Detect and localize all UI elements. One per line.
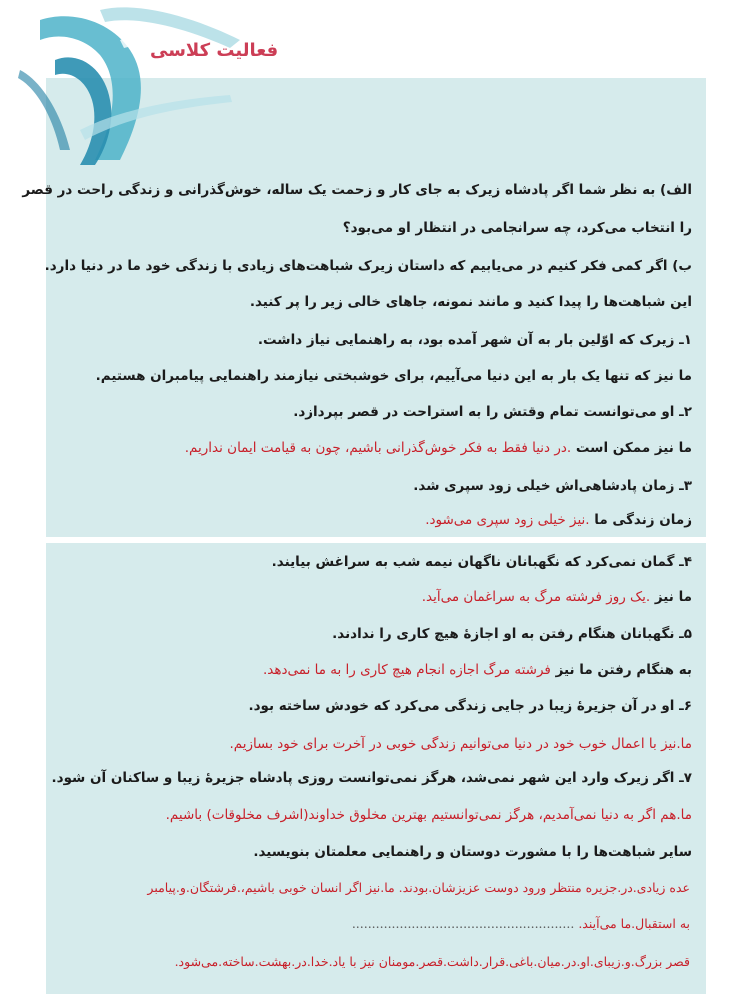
item2-question: ۲ـ او می‌توانست تمام وقتش را به استراحت در قصر بپردازد. xyxy=(293,404,692,420)
item6-answer: ما.نیز با اعمال خوب خود در دنیا می‌توانیم زندگی خوبی در آخرت برای خود بسازیم. xyxy=(229,736,692,752)
item5-answer-line xyxy=(263,660,692,680)
dotted-fill: ........................................................ xyxy=(351,916,575,931)
item3-answer: .نیز خیلی زود سپری می‌شود. xyxy=(425,512,590,528)
item2-prefix: ما نیز ممکن است xyxy=(575,440,692,456)
item4-prefix: ما نیز xyxy=(654,589,692,605)
handwritten-answer-line1: عده زیادی.در.جزیره منتظر ورود دوست عزیزشان.بودند. ما.نیز اگر انسان خوبی باشیم،.فرشتگان.و.پیامبر xyxy=(147,880,690,895)
item7-question: ۷ـ اگر زیرک وارد این شهر نمی‌شد، هرگز نمی‌توانست روزی پادشاه جزیرهٔ زیبا و ساکنان آن شود. xyxy=(51,770,692,786)
item2-answer-line xyxy=(185,438,692,458)
item3-answer-line xyxy=(425,510,692,530)
page-title: فعالیت کلاسی xyxy=(150,40,279,61)
item4-answer-line xyxy=(422,587,692,607)
question-a-line2: را انتخاب می‌کرد، چه سرانجامی در انتظار او می‌بود؟ xyxy=(342,220,692,236)
item4-answer: .یک روز فرشته مرگ به سراغمان می‌آید. xyxy=(421,589,651,605)
item7-answer: ما.هم اگر به دنیا نمی‌آمدیم، هرگز نمی‌توانستیم بهترین مخلوق خداوند(اشرف مخلوقات) باشیم. xyxy=(165,807,692,823)
item4-question: ۴ـ گمان نمی‌کرد که نگهبانان ناگهان نیمه شب به سراغش بیایند. xyxy=(271,554,692,570)
handwritten-answer-line2 xyxy=(352,914,690,934)
item3-prefix: زمان زندگی ما xyxy=(594,512,692,528)
question-b-line1: ب) اگر کمی فکر کنیم در می‌یابیم که داستان زیرک شباهت‌های زیادی با زندگی خود ما در دنیا دارد. xyxy=(44,258,692,274)
item6-question: ۶ـ او در آن جزیرهٔ زیبا در جایی زندگی می‌کرد که خودش ساخته بود. xyxy=(248,698,692,714)
handwritten-answer-line3: قصر بزرگ.و.زیبای.او.در.میان.باغی.قرار.داشت.قصر.مومنان نیز با یاد.خدا.در.بهشت.ساخته.می‌شود. xyxy=(174,954,690,969)
item1-answer: ما نیز که تنها یک بار به این دنیا می‌آییم، برای خوشبختی نیازمند راهنمایی پیامبران هستیم. xyxy=(95,368,692,384)
item5-prefix: به هنگام رفتن ما نیز xyxy=(555,662,692,678)
handwritten-answer-line2-text: به استقبال.ما می‌آیند. xyxy=(578,916,690,931)
decorative-wave-icon xyxy=(0,0,320,170)
item5-answer: فرشته مرگ اجازه انجام هیچ کاری را به ما نمی‌دهد. xyxy=(263,662,551,678)
item5-question: ۵ـ نگهبانان هنگام رفتن به او اجازهٔ هیچ کاری را ندادند. xyxy=(332,626,692,642)
question-a-line1: الف) به نظر شما اگر پادشاه زیرک به جای کار و زحمت یک ساله، خوش‌گذرانی و زندگی راحت در قصر xyxy=(22,182,692,198)
question-b-line2: این شباهت‌ها را پیدا کنید و مانند نمونه، جاهای خالی زیر را پر کنید. xyxy=(249,294,692,310)
item2-answer: .در دنیا فقط به فکر خوش‌گذرانی باشیم، چون به قیامت ایمان نداریم. xyxy=(184,440,572,456)
item1-question: ۱ـ زیرک که اوّلین بار به آن شهر آمده بود، به راهنمایی نیاز داشت. xyxy=(257,332,692,348)
other-similarities-prompt: سایر شباهت‌ها را با مشورت دوستان و راهنمایی معلمتان بنویسید. xyxy=(253,844,692,860)
panel-divider xyxy=(46,537,706,543)
item3-question: ۳ـ زمان پادشاهی‌اش خیلی زود سپری شد. xyxy=(413,478,692,494)
